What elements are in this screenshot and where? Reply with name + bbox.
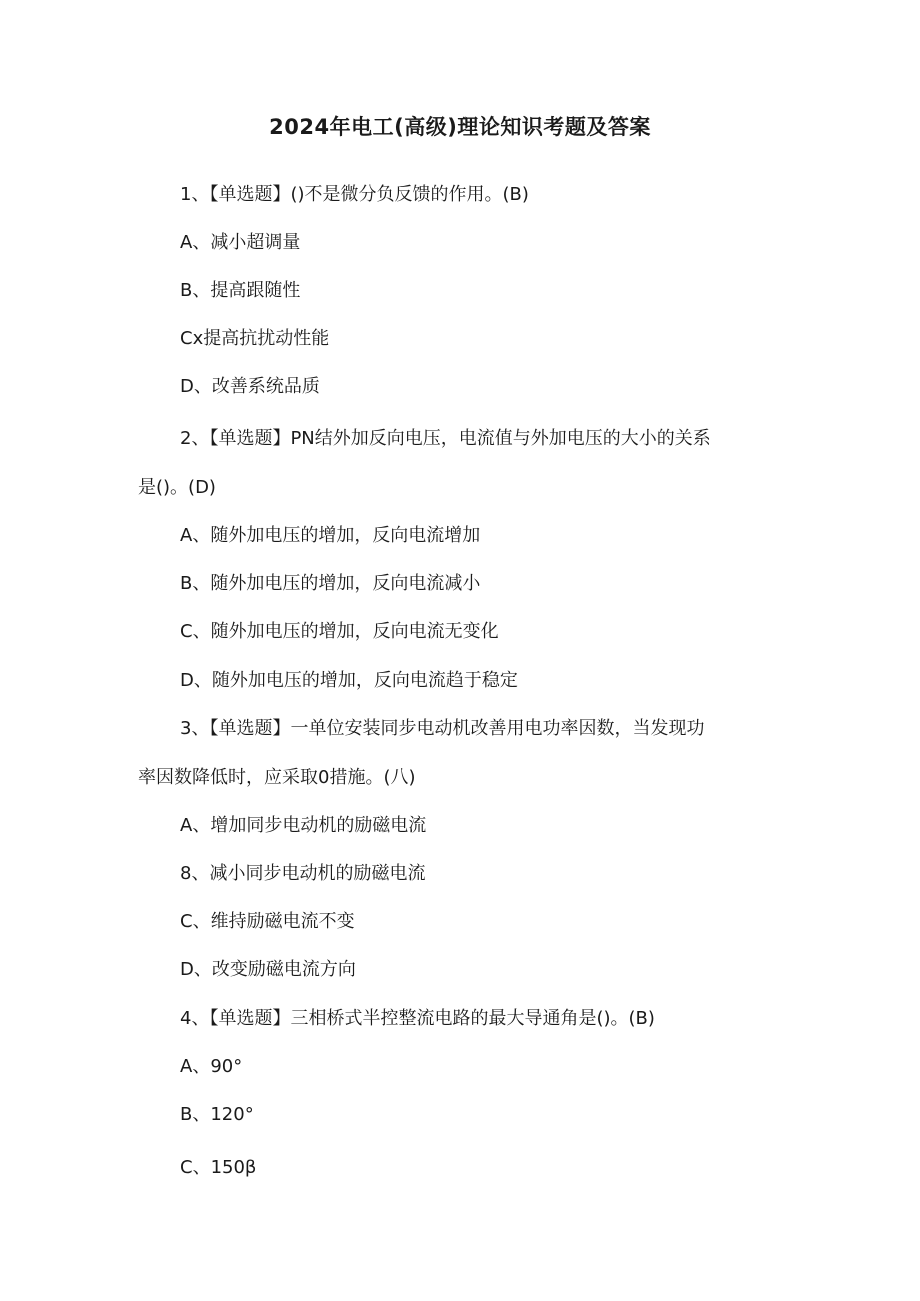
question-4-option-a: A、90° (180, 1056, 243, 1077)
question-3-option-a: A、增加同步电动机的励磁电流 (180, 815, 427, 836)
question-1-stem: 1、【单选题】()不是微分负反馈的作用。(B) (180, 184, 529, 205)
question-3-option-b: 8、减小同步电动机的励磁电流 (180, 863, 426, 884)
question-4-option-b: B、120° (180, 1104, 254, 1125)
question-4-option-c: C、150β (180, 1157, 257, 1178)
question-2-stem-line-1: 2、【单选题】PN结外加反向电压，电流值与外加电压的大小的关系 (180, 428, 711, 449)
question-3-option-c: C、维持励磁电流不变 (180, 911, 355, 932)
question-2-option-b: B、随外加电压的增加，反向电流减小 (180, 573, 481, 594)
question-1-option-a: A、减小超调量 (180, 232, 301, 253)
document-title: 2024年电工(高级)理论知识考题及答案 (269, 115, 651, 139)
question-2-option-c: C、随外加电压的增加，反向电流无变化 (180, 621, 499, 642)
question-1-option-b: B、提高跟随性 (180, 280, 301, 301)
question-4-stem: 4、【单选题】三相桥式半控整流电路的最大导通角是()。(B) (180, 1008, 655, 1029)
question-2-option-a: A、随外加电压的增加，反向电流增加 (180, 525, 481, 546)
question-2-option-d: D、随外加电压的增加，反向电流趋于稳定 (180, 670, 518, 691)
question-1-option-c: Cx提高抗扰动性能 (180, 328, 330, 349)
question-3-stem-line-1: 3、【单选题】一单位安装同步电动机改善用电功率因数，当发现功 (180, 718, 705, 739)
question-3-option-d: D、改变励磁电流方向 (180, 959, 356, 980)
question-3-stem-line-2: 率因数降低时，应采取0措施。(八) (138, 767, 416, 788)
question-1-option-d: D、改善系统品质 (180, 376, 320, 397)
question-2-stem-line-2: 是()。(D) (138, 477, 216, 498)
